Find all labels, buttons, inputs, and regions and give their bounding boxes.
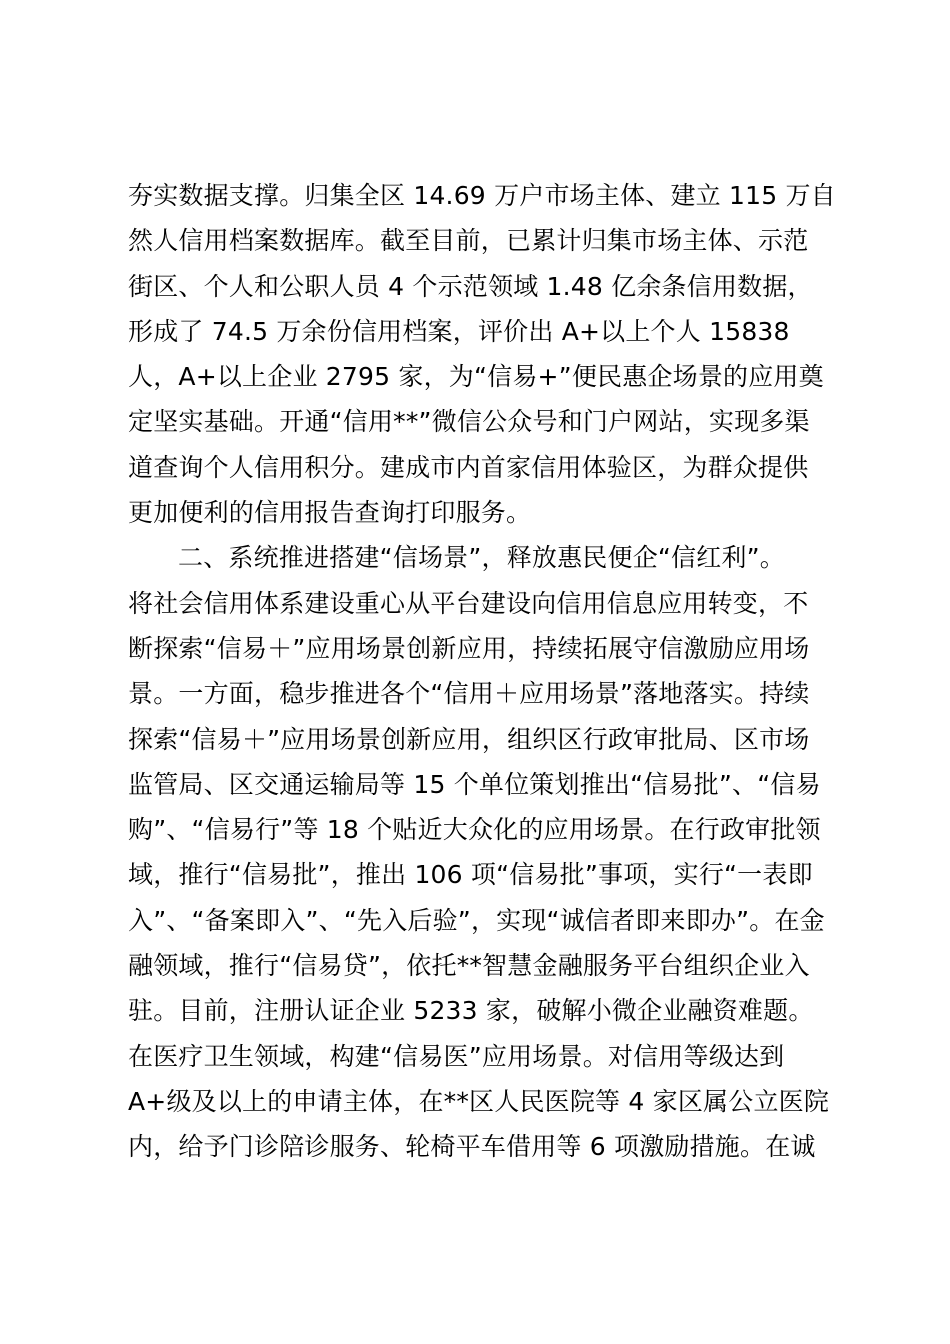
- body-text: [128, 173, 838, 1170]
- text-line: 域，推行“信易批”，推出 106 项“信易批”事项，实行“一表即: [128, 860, 813, 890]
- text-line: 然人信用档案数据库。截至目前，已累计归集市场主体、示范: [128, 226, 809, 256]
- text-line: 定坚实基础。开通“信用**”微信公众号和门户网站，实现多渠: [128, 407, 810, 437]
- text-line: 在医疗卫生领域，构建“信易医”应用场景。对信用等级达到: [128, 1041, 785, 1071]
- text-line: 入”、“备案即入”、“先入后验”，实现“诚信者即来即办”。在金: [128, 905, 825, 935]
- text-line: 断探索“信易＋”应用场景创新应用，持续拓展守信激励应用场: [128, 633, 810, 663]
- text-line: 驻。目前，注册认证企业 5233 家，破解小微企业融资难题。: [128, 996, 814, 1026]
- text-line: 融领域，推行“信易贷”，依托**智慧金融服务平台组织企业入: [128, 951, 810, 981]
- text-line: 景。一方面，稳步推进各个“信用＋应用场景”落地落实。持续: [128, 679, 810, 709]
- text-line: 购”、“信易行”等 18 个贴近大众化的应用场景。在行政审批领: [128, 815, 821, 845]
- section-heading-line: 二、系统推进搭建“信场景”，释放惠民便企“信红利”。: [178, 543, 786, 573]
- text-line: 夯实数据支撑。归集全区 14.69 万户市场主体、建立 115 万自: [128, 181, 836, 210]
- text-line: 探索“信易＋”应用场景创新应用，组织区行政审批局、区市场: [128, 724, 810, 754]
- text-line: A+级及以上的申请主体，在**区人民医院等 4 家区属公立医院: [128, 1086, 830, 1116]
- text-line: 形成了 74.5 万余份信用档案，评价出 A+以上个人 15838: [128, 316, 790, 346]
- text-line: 将社会信用体系建设重心从平台建设向信用信息应用转变，不: [128, 588, 809, 618]
- text-line: 道查询个人信用积分。建成市内首家信用体验区，为群众提供: [128, 452, 809, 482]
- text-line: 内，给予门诊陪诊服务、轮椅平车借用等 6 项激励措施。在诚: [128, 1132, 816, 1162]
- text-line: 人，A+以上企业 2795 家，为“信易+”便民惠企场景的应用奠: [128, 362, 824, 392]
- text-line: 监管局、区交通运输局等 15 个单位策划推出“信易批”、“信易: [128, 769, 821, 799]
- text-line: 街区、个人和公职人员 4 个示范领域 1.48 亿余条信用数据，: [128, 271, 813, 301]
- text-line: 更加便利的信用报告查询打印服务。: [128, 498, 532, 528]
